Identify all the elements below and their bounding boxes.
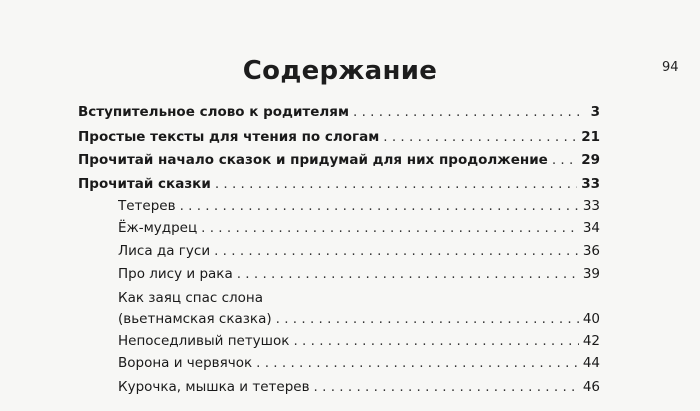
toc-entry bbox=[78, 150, 600, 170]
leader-dots bbox=[214, 241, 579, 261]
toc-subentry-label: Ворона и червячок bbox=[118, 355, 253, 371]
toc-entry bbox=[78, 174, 600, 194]
toc-subentry bbox=[118, 218, 600, 238]
toc-subentry-label: Как заяц спас слона bbox=[118, 290, 263, 306]
toc-subentry bbox=[118, 331, 600, 351]
toc-subentry-page: 33 bbox=[582, 198, 600, 214]
toc-subentry bbox=[118, 353, 600, 373]
toc-entry-label: Прочитай сказки bbox=[78, 176, 211, 192]
toc-subentry bbox=[118, 288, 600, 308]
toc-entry bbox=[78, 127, 600, 147]
leader-dots bbox=[215, 174, 577, 194]
leader-dots bbox=[552, 150, 577, 170]
toc-subentry-label: Тетерев bbox=[118, 198, 176, 214]
leader-dots bbox=[276, 309, 579, 329]
leader-dots bbox=[314, 377, 579, 397]
toc-subentry-label: Непоседливый петушок bbox=[118, 333, 290, 349]
toc-subentry-page: 39 bbox=[582, 266, 600, 282]
toc-subentry bbox=[118, 377, 600, 397]
toc-subentry-page: 36 bbox=[582, 243, 600, 259]
page-number: 94 bbox=[662, 60, 679, 75]
leader-dots bbox=[353, 102, 582, 122]
toc-subentry-label: (вьетнамская сказка) bbox=[118, 311, 272, 327]
toc-entry-page: 21 bbox=[581, 129, 600, 145]
leader-dots bbox=[180, 196, 579, 216]
toc-entry-page: 29 bbox=[581, 152, 600, 168]
toc-entry-label: Вступительное слово к родителям bbox=[78, 104, 349, 120]
leader-dots bbox=[201, 218, 579, 238]
toc-subentry-page: 40 bbox=[582, 311, 600, 327]
toc-entry-label: Прочитай начало сказок и придумай для них продолжение bbox=[78, 152, 548, 168]
leader-dots bbox=[237, 264, 579, 284]
page-title: Содержание bbox=[242, 56, 438, 86]
toc-entry-page: 33 bbox=[581, 176, 600, 192]
toc-subentry bbox=[118, 241, 600, 261]
leader-dots bbox=[383, 127, 577, 147]
toc-subentry-page: 44 bbox=[582, 355, 600, 371]
toc-subentry-label: Ёж-мудрец bbox=[118, 220, 198, 236]
toc-subentry bbox=[118, 196, 600, 216]
toc-entry-label: Простые тексты для чтения по слогам bbox=[78, 129, 380, 145]
toc-subentry-label: Про лису и рака bbox=[118, 266, 233, 282]
toc-subentry bbox=[118, 264, 600, 284]
toc-subentry-page: 46 bbox=[582, 379, 600, 395]
toc-subentry bbox=[118, 309, 600, 329]
leader-dots bbox=[256, 353, 579, 373]
toc-subentry-label: Лиса да гуси bbox=[118, 243, 211, 259]
leader-dots bbox=[293, 331, 578, 351]
toc-entry bbox=[78, 102, 600, 122]
toc-entry-page: 3 bbox=[590, 104, 600, 120]
toc-subentry-page: 42 bbox=[582, 333, 600, 349]
toc-subentry-page: 34 bbox=[582, 220, 600, 236]
toc-subentry-label: Курочка, мышка и тетерев bbox=[118, 379, 310, 395]
